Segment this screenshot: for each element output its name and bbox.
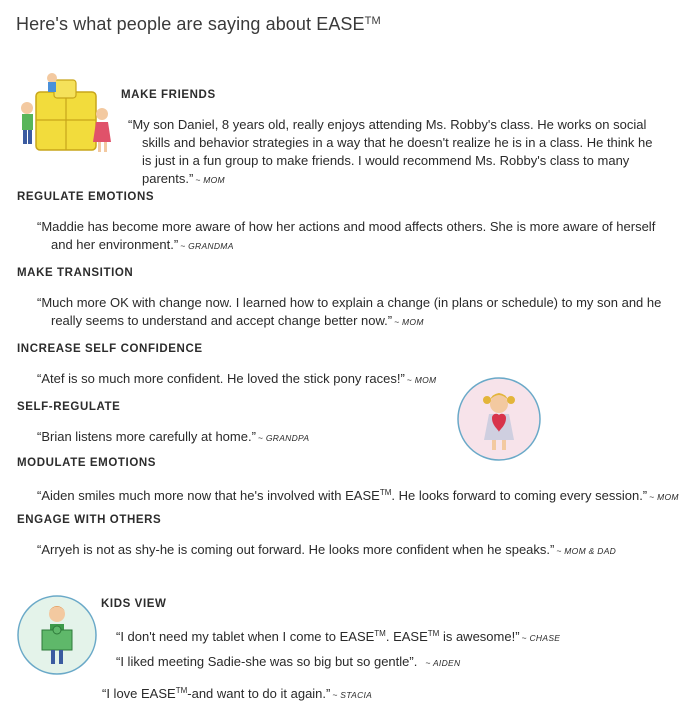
- heading-self-regulate: SELF-REGULATE: [17, 401, 121, 413]
- quote-kids-aiden: “I liked meeting Sadie-she was so big but so gentle”. ~ AIDEN: [116, 654, 461, 669]
- heading-regulate-emotions: REGULATE EMOTIONS: [17, 191, 155, 203]
- heading-make-transition: MAKE TRANSITION: [17, 267, 134, 279]
- quote-regulate-emotions: “Maddie has become more aware of how her actions and mood affects others. She is more aware of herself and her environment.” ~ GRANDMA: [37, 219, 656, 252]
- boy-puzzle-illustration: [16, 594, 98, 676]
- heading-make-friends: MAKE FRIENDS: [121, 89, 216, 101]
- heading-kids-view: KIDS VIEW: [101, 598, 167, 610]
- quote-self-regulate: “Brian listens more carefully at home.” ~ GRANDPA: [37, 429, 310, 444]
- girl-puzzle-illustration: [456, 376, 542, 462]
- quote-kids-chase: “I don't need my tablet when I come to EASE™. EASE™ is awesome!” ~ CHASE: [116, 629, 561, 644]
- quote-increase-self-confidence: “Atef is so much more confident. He loved the stick pony races!” ~ MOM: [37, 371, 437, 386]
- quote-make-transition: “Much more OK with change now. I learned how to explain a change (in plans or schedule) to my son and he really seems to understand and accept change better now.” ~ MOM: [37, 295, 662, 328]
- heading-modulate-emotions: MODULATE EMOTIONS: [17, 457, 157, 469]
- heading-engage-with-others: ENGAGE WITH OTHERS: [17, 514, 162, 526]
- quote-engage-with-others: “Arryeh is not as shy-he is coming out forward. He looks more confident when he speaks.” ~ MOM & DAD: [37, 542, 617, 557]
- heading-increase-self-confidence: INCREASE SELF CONFIDENCE: [17, 343, 203, 355]
- quote-make-friends: “My son Daniel, 8 years old, really enjoys attending Ms. Robby's class. He works on social skills and behavior strategies in a way that he doesn't realize he is in a class. He think he is just in a fun group to make friends. I would recommend Ms. Robby's class to many parents.” ~ MOM: [128, 117, 653, 186]
- quote-kids-stacia: “I love EASE™-and want to do it again.” ~ STACIA: [102, 686, 373, 701]
- kids-puzzle-illustration: [14, 70, 114, 158]
- page-title: Here's what people are saying about EASE™: [16, 14, 381, 34]
- quote-modulate-emotions: “Aiden smiles much more now that he's involved with EASE™. He looks forward to coming every session.” ~ MOM: [37, 488, 679, 503]
